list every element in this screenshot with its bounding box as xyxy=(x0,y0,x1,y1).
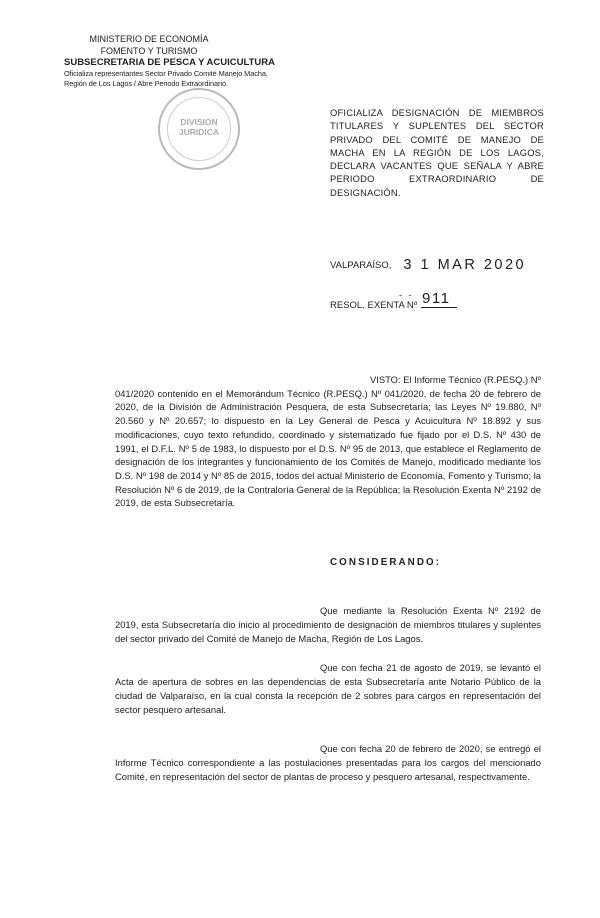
stamp-text-line2: JURIDICA xyxy=(178,127,220,137)
resolution-label: RESOL. EXENTA Nº xyxy=(330,300,418,311)
considerando-heading: CONSIDERANDO: xyxy=(330,557,442,568)
place-and-date xyxy=(330,256,526,272)
paragraph-text: Que mediante la Resolución Exenta Nº 2192 de 2019, esta Subsecretaría dio inicio al procedimiento de designación de miembros titulares y suplentes del sector privado del Comité de Manejo de Macha, Región de Los Lagos. xyxy=(115,605,541,644)
number-dashes: - - xyxy=(399,290,414,300)
stamp-text xyxy=(160,117,238,137)
legal-division-stamp xyxy=(158,88,240,170)
resolution-number-line xyxy=(330,290,457,311)
date-stamp: 3 1 MAR 2020 xyxy=(403,257,527,273)
undersecretariat-name: SUBSECRETARIA DE PESCA Y ACUICULTURA xyxy=(64,57,275,68)
ministry-subname: FOMENTO Y TURISMO xyxy=(100,45,198,56)
document-reference-region: Región de Los Lagos / Abre Periodo Extraordinario. xyxy=(64,79,228,88)
document-reference: Oficializa representantes Sector Privado Comité Manejo Macha, xyxy=(64,68,268,78)
resolution-subject: OFICIALIZA DESIGNACIÓN DE MIEMBROS TITULARES Y SUPLENTES DEL SECTOR PRIVADO DEL COMITÉ DE MANEJO DE MACHA EN LA REGIÓN DE LOS LAGOS, DECLARA VACANTES QUE SEÑALA Y ABRE PERIODO EXTRAORDINARIO DE DESIGNACIÓN. xyxy=(330,107,544,198)
considerando-paragraph-3 xyxy=(115,742,541,784)
letterhead xyxy=(64,34,294,90)
ministry-name: MINISTERIO DE ECONOMÍA xyxy=(89,34,209,44)
number-underline xyxy=(421,307,457,308)
considerando-paragraph-2 xyxy=(115,661,541,717)
stamp-text-line1: DIVISION xyxy=(180,117,218,127)
visto-section xyxy=(115,373,541,510)
paragraph-text: Que con fecha 20 de febrero de 2020, se entregó el Informe Técnico correspondiente a las postulaciones presentadas para los cargos del mencionado Comité, en representación del sector de plantas de proceso y pesquero artesanal, respectivamente. xyxy=(115,743,541,782)
paragraph-text: Que con fecha 21 de agosto de 2019, se levantó el Acta de apertura de sobres en las dependencias de esta Subsecretaría ante Notario Público de la ciudad de Valparaíso, en la cual consta la recepción de 2 sobres para cargos en representación del sector pesquero artesanal. xyxy=(115,662,541,715)
considerando-paragraph-1 xyxy=(115,604,541,646)
resolution-number: 911 xyxy=(422,290,451,307)
place-label: VALPARAÍSO, xyxy=(330,260,392,271)
visto-text: VISTO: El Informe Técnico (R.PESQ.) Nº 041/2020 contenido en el Memorándum Técnico (R.PESQ.) Nº 041/2020, de fecha 20 de febrero de 2020, de la División de Administración Pesquera, de esta Subsecretaría; las Leyes Nº 19.880, Nº 20.560 y Nº 20.657; lo dispuesto en la Ley General de Pesca y Acuicultura Nº 18.892 y sus modificaciones, cuyo texto refundido, coordinado y sistematizado fue fijado por el D.S. Nº 430 de 1991, el D.F.L. Nº 5 de 1983, lo dispuesto por el D.S. Nº 95 de 2013, que establece el Reglamento de designación de los integrantes y funcionamiento de los Comités de Manejo, modificado mediante los D.S. Nº 198 de 2014 y Nº 85 de 2015, todos del actual Ministerio de Economía, Fomento y Turismo; la Resolución Nº 6 de 2019, de la Contraloría General de la República; la Resolución Exenta Nº 2192 de 2019, de esta Subsecretaría. xyxy=(115,374,541,509)
